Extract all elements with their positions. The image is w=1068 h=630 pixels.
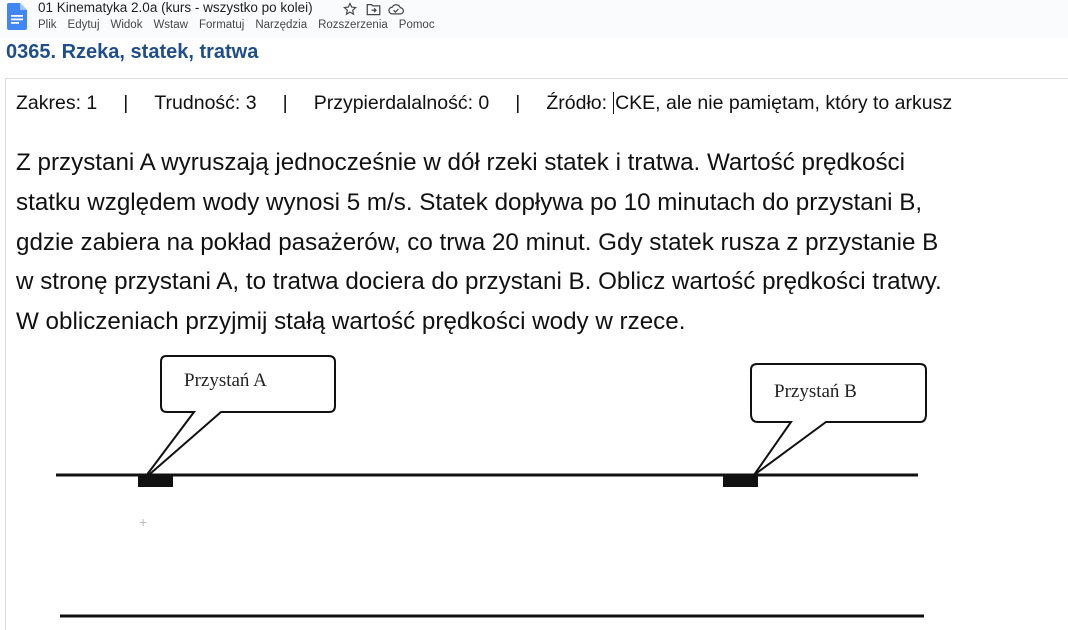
menu-insert[interactable]: Wstaw [153, 19, 188, 31]
menu-tools[interactable]: Narzędzia [255, 19, 308, 31]
docs-header [0, 0, 1068, 38]
menu-edit[interactable]: Edytuj [67, 19, 100, 31]
menu-file[interactable]: Plik [38, 19, 57, 31]
meta-zrodlo-label: Źródło: [546, 92, 608, 114]
problem-line: W obliczeniach przyjmij stałą wartość prędkości wody w rzece. [16, 308, 686, 336]
meta-separator: | [282, 92, 288, 114]
problem-line: w stronę przystani A, to tratwa dociera do przystani B. Oblicz wartość prędkości tratwy. [16, 268, 942, 296]
move-to-folder-icon[interactable] [365, 1, 381, 17]
problem-text[interactable] [16, 143, 1068, 342]
problem-line: gdzie zabiera na pokład pasażerów, co trwa 20 minut. Gdy statek rusza z przystanie B [16, 228, 939, 256]
label-przystan-a: Przystań A [184, 370, 267, 391]
problem-metadata[interactable] [16, 92, 952, 115]
menu-view[interactable]: Widok [110, 19, 143, 31]
text-cursor [613, 92, 614, 114]
pier-a [138, 476, 173, 487]
google-docs-logo-icon[interactable] [7, 3, 27, 30]
meta-zrodlo-value: CKE, ale nie pamiętam, który to arkusz [615, 92, 953, 114]
star-icon[interactable] [342, 1, 358, 17]
meta-zakres: Zakres: 1 [16, 92, 98, 114]
pier-b [723, 476, 758, 487]
problem-line: statku względem wody wynosi 5 m/s. Statek dopływa po 10 minutach do przystani B, [16, 188, 923, 216]
menu-extensions[interactable]: Rozszerzenia [318, 19, 388, 31]
problem-heading[interactable]: 0365. Rzeka, statek, tratwa [6, 41, 259, 63]
cloud-saved-icon[interactable] [388, 1, 404, 17]
menu-format[interactable]: Formatuj [198, 19, 245, 31]
meta-separator: | [515, 92, 521, 114]
meta-przypierdalalnosc: Przypierdalalność: 0 [313, 92, 490, 114]
stray-mark: + [139, 514, 148, 530]
meta-trudnosc: Trudność: 3 [154, 92, 257, 114]
label-przystan-b: Przystań B [774, 381, 857, 402]
river-diagram[interactable] [16, 342, 956, 630]
meta-separator: | [123, 92, 129, 114]
problem-line: Z przystani A wyruszają jednocześnie w dół rzeki statek i tratwa. Wartość prędkości [16, 149, 906, 176]
menu-bar [38, 19, 446, 31]
menu-help[interactable]: Pomoc [398, 19, 435, 31]
document-title[interactable]: 01 Kinematyka 2.0a (kurs - wszystko po kolei) [38, 0, 313, 15]
